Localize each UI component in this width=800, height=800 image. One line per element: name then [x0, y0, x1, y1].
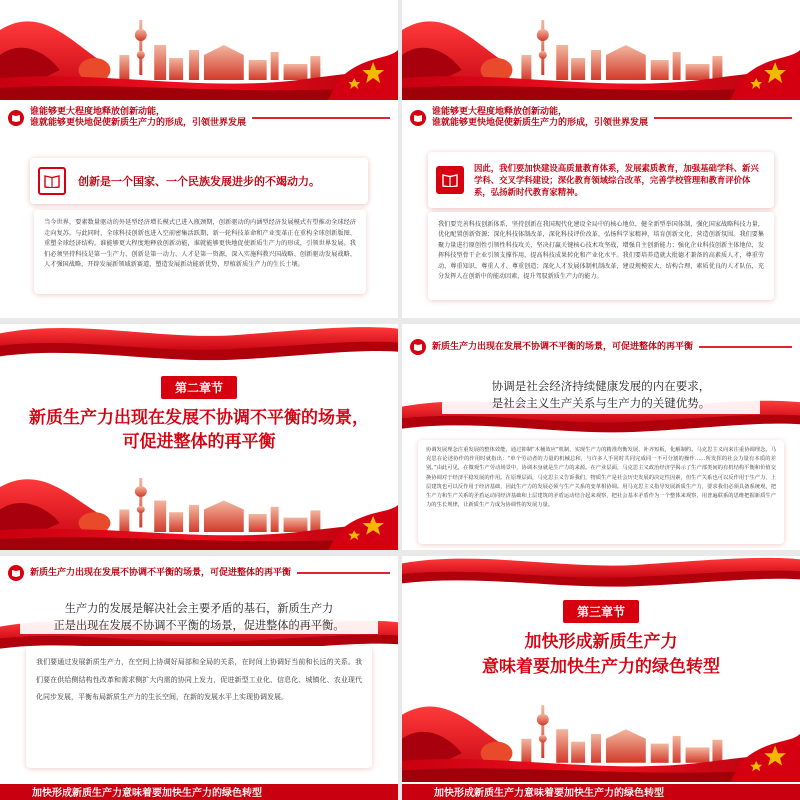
book-icon	[38, 167, 66, 195]
section-header	[410, 336, 792, 358]
header-text: 新质生产力出现在发展不协调不平衡的场景，可促进整体的再平衡	[432, 341, 694, 352]
callout-text: 因此，我们要加快建设高质量教育体系，发展素质教育，加强基础学科、新兴学科、交叉学科建设；深化教育领域综合改革，完善学校管理和教育评价体系，弘扬新时代教育家精神。	[474, 163, 759, 197]
body-paragraph: 我们要通过发展新质生产力，在空间上协调好局部和全局的关系，在时间上协调好当前和长远的关系。我们要在供给侧结构性改革和需求侧扩大内需的协同上发力，促进新型工业化、信息化、城镇化、农业现代化同步发展，平衡布局新质生产力的生长空间，在新的发展水平上实现协调发展。	[26, 646, 372, 768]
section-header	[8, 106, 390, 130]
chapter-tag: 第三章节	[563, 600, 639, 623]
city-banner	[0, 460, 398, 550]
header-text	[30, 107, 246, 129]
slide-6[interactable]	[402, 556, 800, 800]
header-line-1: 谁能够更大程度地释放创新动能，	[30, 107, 166, 117]
section-header	[410, 106, 792, 130]
title-line-2: 意味着要加快生产力的绿色转型	[482, 657, 720, 677]
section-header	[8, 562, 390, 584]
chapter-title	[402, 630, 800, 680]
footer-text: 加快形成新质生产力意味着要加快生产力的绿色转型	[434, 788, 664, 799]
title-line-1: 加快形成新质生产力	[524, 632, 678, 652]
title-line-2: 可促进整体的再平衡	[122, 432, 276, 452]
book-icon	[8, 110, 24, 126]
header-line-1: 谁能够更大程度地释放创新动能，	[432, 107, 568, 117]
footer-text: 加快形成新质生产力意味着要加快生产力的绿色转型	[32, 788, 262, 799]
header-divider	[654, 117, 792, 119]
header-line-2: 谁就能够更快地促使新质生产力的形成，引领世界发展	[30, 118, 247, 128]
book-icon	[8, 565, 24, 581]
slide-2[interactable]	[402, 0, 800, 318]
body-paragraph: 我们要完善科技创新体系，坚持创新在我国现代化建设全局中的核心地位，健全新型举国体制，强化国家战略科技力量，优化配置创新资源；深化科技体制改革，深化科技评价改革，弘扬科学家精神，培育创新文化，营造创新氛围。我们要集聚力量进行原创性引领性科技攻关，坚决打赢关键核心技术攻坚战，增强自主创新能力；强化企业科技创新主体地位，发挥科技型骨干企业引领支撑作用，提高科技成果转化和产业化水平。我们要培养造就大批德才兼备的高素质人才，尊重劳动、尊重知识、尊重人才、尊重创造；深化人才发展体制机制改革，建设规模宏大、结构合理、素质优良的人才队伍，充分发挥人在创新中的能动因素，提升驾驭新质生产力的能力。	[428, 212, 774, 300]
quote	[20, 600, 378, 634]
book-icon	[410, 339, 426, 355]
quote-line-2: 正是出现在发展不协调不平衡的场景，促进整体的再平衡。	[53, 619, 345, 632]
quote	[442, 376, 760, 414]
flag-wave	[402, 556, 800, 590]
chapter-tag: 第二章节	[161, 376, 237, 399]
header-text: 新质生产力出现在发展不协调不平衡的场景，可促进整体的再平衡	[30, 567, 292, 578]
slide-5[interactable]	[0, 556, 398, 800]
slide-1[interactable]	[0, 0, 398, 318]
header-divider	[252, 117, 390, 119]
quote-line-1: 生产力的发展是解决社会主要矛盾的基石，新质生产力	[64, 602, 334, 615]
book-icon	[410, 110, 426, 126]
callout-box	[428, 152, 774, 208]
header-line-2: 谁就能够更快地促使新质生产力的形成，引领世界发展	[432, 118, 649, 128]
callout-text: 创新是一个国家、一个民族发展进步的不竭动力。	[78, 175, 320, 188]
slide-4[interactable]	[402, 324, 800, 550]
header-text	[432, 107, 648, 129]
slide-3[interactable]	[0, 324, 398, 550]
header-divider	[699, 346, 792, 348]
city-banner	[402, 686, 800, 782]
city-banner	[0, 0, 398, 100]
callout-box	[30, 158, 368, 204]
flag-wave	[0, 324, 398, 364]
city-banner	[402, 0, 800, 100]
book-icon	[436, 166, 464, 194]
chapter-title	[0, 406, 398, 454]
body-paragraph: 协调发展理念注重发展的整体效能，通过抑制“木桶效应”机制，实现生产力的精准均衡发展，补齐短板，化解制约。马克思主义向来注重协调理念。马克思在论述协作的作用时就指出：“单个劳动者的力量的机械总和，与许多人手同时共同完成同一不可分割的操作……所发挥的社会力量有本质的差别。”由此可见，在微观生产劳动场景中，协调本身就是生产力的来源。在产业层面，马克思主义政治经济学揭示了生产部类间的有机结构平衡和价值交换协调对于经济平稳发展的作用。在原理层面，马克思主义告诉我们，物质生产是社会历史发展的决定性因素，但生产关系也可以反作用于生产力，上层建筑也可以反作用于经济基础，因此生产力的发展必须与生产关系的变革相协调。用马克思主义指导发展新质生产力，要求我们必须具备系统观，把生产力和生产关系的矛盾运动同经济基础和上层建筑的矛盾运动结合起来观察，把社会基本矛盾作为一个整体来观察，用普遍联系的思维把握新质生产力的生长规律，让新质生产力成为协调性的发展力量。	[418, 440, 784, 544]
quote-line-2: 是社会主义生产关系与生产力的关键优势。	[491, 396, 711, 410]
header-divider	[297, 572, 390, 574]
body-paragraph: 当今世界，要素数量驱动的外延型经济增长模式已进入瓶颈期，创新驱动的内涵型经济发展模式有望推动全球经济走向复苏。与此同时，全球科技创新也进入空前密集活跃期，新一轮科技革命和产业变革正在重构全球创新版图、重塑全球经济结构。谁能够更大程度地释放创新动能，谁就能够更快地促使新质生产力的形成，引领世界发展。我们必须坚持科技是第一生产力、创新是第一动力、人才是第一资源，深入实施科教兴国战略、创新驱动发展战略、人才强国战略，开辟发展新领域新赛道，塑造发展新动能新优势，厚植新质生产力的生长土壤。	[34, 210, 366, 294]
title-line-1: 新质生产力出现在发展不协调不平衡的场景，	[29, 408, 369, 428]
quote-line-1: 协调是社会经济持续健康发展的内在要求，	[491, 379, 711, 393]
